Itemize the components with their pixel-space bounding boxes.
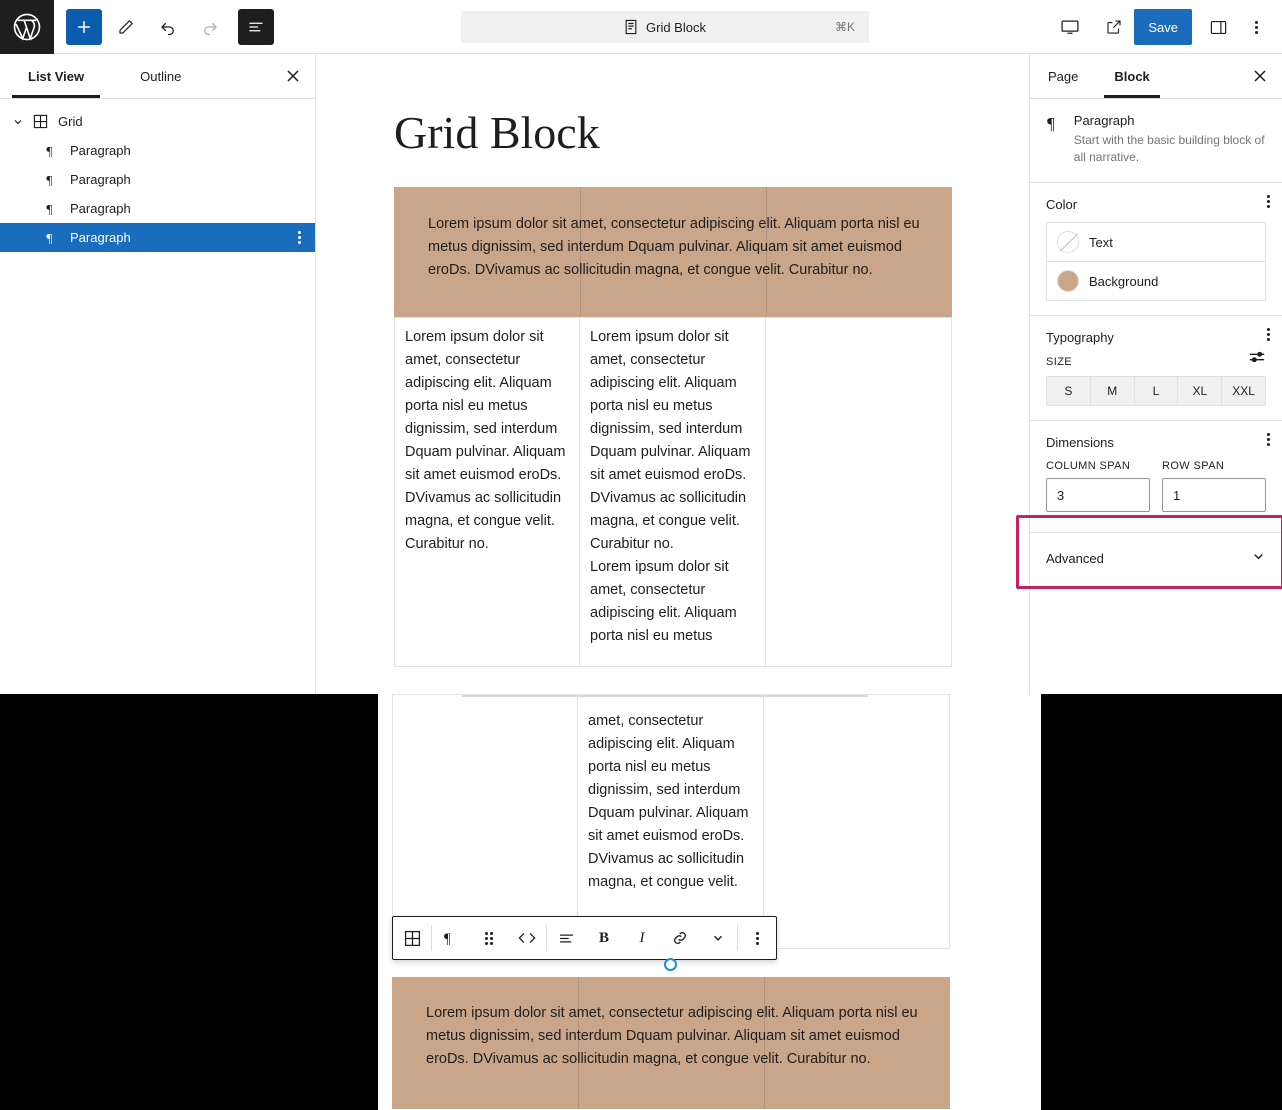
drag-handle-icon[interactable]	[470, 917, 508, 959]
block-options-icon[interactable]	[738, 917, 776, 959]
background-color-swatch[interactable]	[1057, 270, 1079, 292]
paragraph-icon	[40, 202, 64, 216]
advanced-section-toggle[interactable]	[1030, 532, 1282, 583]
redo-button[interactable]	[192, 9, 228, 45]
paragraph-icon	[40, 231, 64, 245]
typography-section-title: Typography	[1046, 330, 1114, 345]
grid-cell-1[interactable]	[394, 317, 580, 667]
font-size-custom-toggle-icon[interactable]	[1248, 349, 1266, 368]
list-item-options-icon[interactable]	[298, 231, 301, 244]
column-span-input[interactable]	[1046, 478, 1150, 512]
color-item-label: Background	[1089, 273, 1159, 289]
list-item-paragraph-2[interactable]	[0, 165, 315, 194]
editor-top-bar	[0, 0, 1282, 54]
edit-pencil-button[interactable]	[108, 9, 144, 45]
tab-list-view[interactable]: List View	[0, 54, 112, 98]
chevron-down-icon[interactable]	[1251, 549, 1266, 567]
text-color-swatch[interactable]	[1057, 231, 1079, 253]
link-icon[interactable]	[661, 917, 699, 959]
list-item-label: Paragraph	[70, 201, 131, 216]
grid-cell-2[interactable]	[580, 317, 766, 667]
list-view-panel	[0, 54, 316, 694]
editor-canvas[interactable]	[316, 54, 1029, 694]
select-parent-grid-icon[interactable]	[393, 917, 431, 959]
italic-icon[interactable]: I	[639, 929, 645, 946]
paragraph-block-type-icon[interactable]	[432, 917, 470, 959]
cell-paragraph[interactable]: Lorem ipsum dolor sit amet, consectetur adipiscing elit. Aliquam porta nisl eu metus dignissim, sed interdum Dquam pulvinar. Aliquam sit amet euismod eroDs. DVivamus ac sollicitudin magna, et congue velit. Curabitur no.	[590, 329, 751, 552]
color-section	[1030, 182, 1282, 315]
list-item-paragraph-4-selected[interactable]	[0, 223, 315, 252]
grid-cells-row-continued	[392, 694, 950, 949]
grid-banner-paragraph[interactable]	[394, 187, 952, 317]
list-item-label: Grid	[58, 114, 83, 129]
color-options-icon[interactable]	[1267, 195, 1270, 208]
row-span-label: ROW SPAN	[1162, 460, 1225, 472]
svg-text:¶: ¶	[444, 931, 451, 946]
color-item-background[interactable]	[1047, 261, 1265, 300]
font-size-l[interactable]: L	[1134, 377, 1178, 405]
svg-text:¶: ¶	[45, 172, 52, 187]
more-formatting-chevron-icon[interactable]	[699, 917, 737, 959]
grid-cell-2-continued[interactable]	[578, 694, 764, 949]
settings-tabs	[1030, 54, 1282, 99]
document-icon	[624, 19, 638, 35]
chevron-down-icon[interactable]	[8, 116, 28, 128]
align-text-icon[interactable]	[547, 917, 585, 959]
list-item-grid[interactable]	[0, 107, 315, 136]
font-size-segmented-control[interactable]	[1046, 376, 1266, 406]
dimensions-section	[1030, 420, 1282, 532]
svg-text:¶: ¶	[45, 143, 52, 158]
editor-canvas-lower[interactable]	[378, 694, 1041, 1110]
post-title[interactable]: Grid Block	[394, 107, 600, 158]
drag-resize-handle[interactable]	[664, 958, 677, 971]
block-name: Paragraph	[1073, 113, 1135, 128]
font-size-header	[1046, 349, 1266, 368]
tab-outline[interactable]: Outline	[140, 68, 182, 84]
row-span-input[interactable]	[1162, 478, 1266, 512]
bottom-banner-text[interactable]: Lorem ipsum dolor sit amet, consectetur adipiscing elit. Aliquam porta nisl eu metus dignissim, sed interdum Dquam pulvinar. Aliquam sit amet euismod eroDs. DVivamus ac sollicitudin magna, et congue velit. Curabitur no.	[426, 1005, 918, 1067]
command-center-button[interactable]	[461, 11, 869, 43]
list-view-tabs	[0, 54, 315, 99]
close-list-view-icon[interactable]	[277, 60, 309, 92]
grid-cell-3-continued[interactable]	[764, 694, 950, 949]
svg-text:¶: ¶	[45, 201, 52, 216]
column-span-field	[1046, 460, 1150, 512]
list-view-tree	[0, 99, 315, 252]
typography-section	[1030, 315, 1282, 420]
tab-block[interactable]: Block	[1096, 54, 1167, 98]
font-size-m[interactable]: M	[1090, 377, 1134, 405]
grid-icon	[28, 114, 52, 129]
cell-overflow-text[interactable]: amet, consectetur adipiscing elit. Aliquam porta nisl eu metus dignissim, sed interdum Dquam pulvinar. Aliquam sit amet euismod eroDs. DVivamus ac sollicitudin magna, et congue velit.	[588, 712, 749, 890]
editor-options-icon[interactable]	[1238, 9, 1274, 45]
settings-sidebar-toggle-icon[interactable]	[1200, 9, 1236, 45]
paragraph-icon	[1046, 113, 1064, 166]
list-item-label: Paragraph	[70, 143, 131, 158]
grid-cell-1-continued[interactable]	[392, 694, 578, 949]
block-toolbar[interactable]	[392, 916, 777, 960]
color-item-text[interactable]	[1047, 223, 1265, 261]
font-size-label: SIZE	[1046, 355, 1073, 368]
grid-bottom-banner-paragraph[interactable]	[392, 977, 950, 1109]
color-item-label: Text	[1089, 234, 1113, 250]
advanced-label: Advanced	[1046, 550, 1104, 566]
typography-options-icon[interactable]	[1267, 328, 1270, 341]
desktop-view-icon[interactable]	[1052, 9, 1088, 45]
color-section-title: Color	[1046, 197, 1078, 212]
list-item-paragraph-3[interactable]	[0, 194, 315, 223]
undo-button[interactable]	[150, 9, 186, 45]
font-size-xxl[interactable]: XXL	[1221, 377, 1265, 405]
tab-page[interactable]: Page	[1048, 68, 1079, 84]
save-button[interactable]: Save	[1134, 9, 1192, 45]
command-center-shortcut: ⌘K	[834, 20, 855, 34]
paragraph-icon	[40, 173, 64, 187]
settings-sidebar	[1029, 54, 1282, 694]
list-item-paragraph-1[interactable]	[0, 136, 315, 165]
command-center-title: Grid Block	[646, 19, 706, 35]
grid-cells-row	[394, 317, 952, 667]
dimensions-section-title: Dimensions	[1046, 435, 1114, 450]
color-options-list	[1046, 222, 1266, 301]
span-fields	[1046, 460, 1266, 512]
bold-icon[interactable]: B	[598, 929, 609, 946]
close-settings-icon[interactable]	[1244, 60, 1276, 92]
block-description: Start with the basic building block of all narrative.	[1073, 133, 1265, 164]
add-block-button[interactable]	[66, 9, 102, 45]
banner-text[interactable]: Lorem ipsum dolor sit amet, consectetur adipiscing elit. Aliquam porta nisl eu metus dignissim, sed interdum Dquam pulvinar. Aliquam sit amet euismod eroDs. DVivamus ac sollicitudin magna, et congue velit. Curabitur no.	[428, 216, 920, 278]
font-size-s[interactable]: S	[1064, 384, 1073, 398]
svg-text:¶: ¶	[1047, 115, 1056, 132]
svg-text:¶: ¶	[45, 230, 52, 245]
list-item-label: Paragraph	[70, 172, 131, 187]
list-view-button[interactable]	[238, 9, 274, 45]
paragraph-icon	[40, 144, 64, 158]
cell-paragraph-2[interactable]: Lorem ipsum dolor sit amet, consectetur adipiscing elit. Aliquam porta nisl eu metus	[590, 559, 737, 644]
grid-cell-3-empty[interactable]	[766, 317, 952, 667]
block-info-card	[1030, 99, 1282, 182]
wordpress-logo-icon[interactable]	[0, 0, 54, 54]
font-size-xl[interactable]: XL	[1177, 377, 1221, 405]
grid-block[interactable]	[394, 187, 952, 667]
list-item-label: Paragraph	[70, 230, 131, 245]
dimensions-options-icon[interactable]	[1267, 433, 1270, 446]
row-span-field	[1162, 460, 1266, 512]
move-left-right-icon[interactable]	[508, 917, 546, 959]
cell-paragraph[interactable]: Lorem ipsum dolor sit amet, consectetur adipiscing elit. Aliquam porta nisl eu metus dignissim, sed interdum Dquam pulvinar. Aliquam sit amet euismod eroDs. DVivamus ac sollicitudin magna, et congue velit. Curabitur no.	[405, 329, 566, 552]
column-span-label: COLUMN SPAN	[1046, 460, 1131, 472]
top-bar-right-group	[1046, 9, 1274, 45]
view-external-icon[interactable]	[1096, 9, 1132, 45]
